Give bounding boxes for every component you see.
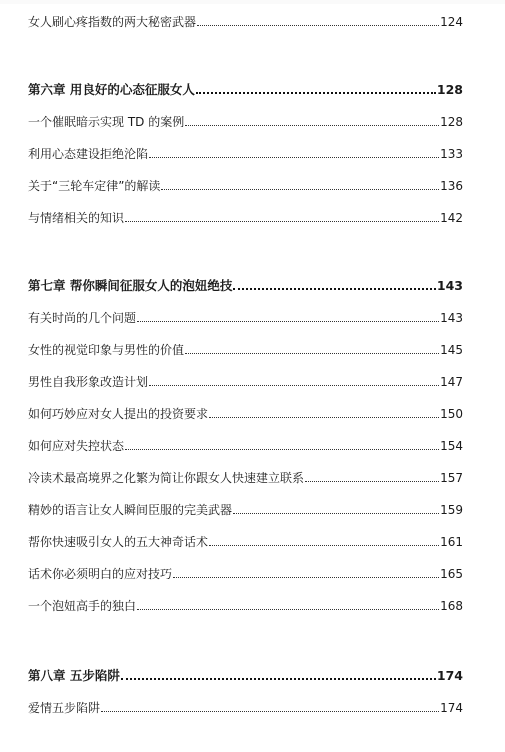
toc-entry-page: 143 xyxy=(440,311,463,325)
toc-entry-title: 关于“三轮车定律”的解读 xyxy=(28,179,161,193)
dot-leader xyxy=(149,157,439,158)
toc-entry-title: 话术你必须明白的应对技巧 xyxy=(28,567,173,581)
toc-entry-page: 150 xyxy=(440,407,463,421)
toc-entry[interactable] xyxy=(28,142,463,162)
toc-chapter[interactable] xyxy=(28,664,463,684)
toc-entry-page: 154 xyxy=(440,439,463,453)
toc-chapter-title: 第七章 帮你瞬间征服女人的泡妞绝技 xyxy=(28,278,233,293)
toc-chapter-page: 174 xyxy=(436,668,463,683)
toc-entry-page: 159 xyxy=(440,503,463,517)
dot-leader xyxy=(185,353,439,354)
dot-leader xyxy=(209,545,439,546)
dot-leader xyxy=(305,481,439,482)
toc-entry-page: 124 xyxy=(440,15,463,29)
dot-leader xyxy=(185,125,439,126)
toc-entry-page: 168 xyxy=(440,599,463,613)
toc-entry-title: 一个催眠暗示实现 TD 的案例 xyxy=(28,115,185,129)
toc-entry[interactable] xyxy=(28,594,463,614)
dot-leader xyxy=(101,711,439,712)
toc-entry-page: 133 xyxy=(440,147,463,161)
toc-entry-title: 精妙的语言让女人瞬间臣服的完美武器 xyxy=(28,503,233,517)
toc-entry-page: 161 xyxy=(440,535,463,549)
toc-entry[interactable] xyxy=(28,206,463,226)
toc-entry[interactable] xyxy=(28,434,463,454)
toc-entry-page: 165 xyxy=(440,567,463,581)
dot-leader xyxy=(161,189,439,190)
dot-leader xyxy=(197,25,439,26)
toc-entry-page: 147 xyxy=(440,375,463,389)
toc-entry[interactable] xyxy=(28,306,463,326)
toc-entry-page: 157 xyxy=(440,471,463,485)
dot-leader xyxy=(233,288,436,290)
toc-entry[interactable] xyxy=(28,562,463,582)
toc-entry[interactable] xyxy=(28,498,463,518)
toc-entry[interactable] xyxy=(28,530,463,550)
toc-entry-title: 一个泡妞高手的独白 xyxy=(28,599,137,613)
toc-entry-title: 利用心态建设拒绝沦陷 xyxy=(28,147,149,161)
dot-leader xyxy=(125,221,439,222)
toc-entry-page: 128 xyxy=(440,115,463,129)
table-of-contents xyxy=(28,0,463,752)
dot-leader xyxy=(196,92,436,94)
dot-leader xyxy=(149,385,439,386)
toc-entry-title: 男性自我形象改造计划 xyxy=(28,375,149,389)
toc-entry[interactable] xyxy=(28,466,463,486)
toc-chapter-page: 143 xyxy=(436,278,463,293)
toc-entry[interactable] xyxy=(28,696,463,716)
toc-chapter-page: 128 xyxy=(436,82,463,97)
toc-entry[interactable] xyxy=(28,370,463,390)
toc-entry[interactable] xyxy=(28,338,463,358)
toc-entry-title: 如何巧妙应对女人提出的投资要求 xyxy=(28,407,209,421)
toc-entry-page: 174 xyxy=(440,701,463,715)
dot-leader xyxy=(173,577,439,578)
toc-entry-page: 145 xyxy=(440,343,463,357)
toc-entry[interactable] xyxy=(28,110,463,130)
dot-leader xyxy=(137,609,439,610)
toc-chapter[interactable] xyxy=(28,274,463,294)
toc-entry-title: 冷读术最高境界之化繁为简让你跟女人快速建立联系 xyxy=(28,471,305,485)
toc-entry[interactable] xyxy=(28,174,463,194)
dot-leader xyxy=(137,321,439,322)
toc-entry[interactable] xyxy=(28,10,463,30)
toc-entry-title: 与情绪相关的知识 xyxy=(28,211,125,225)
dot-leader xyxy=(233,513,439,514)
dot-leader xyxy=(209,417,439,418)
dot-leader xyxy=(125,449,439,450)
toc-chapter-title: 第六章 用良好的心态征服女人 xyxy=(28,82,195,97)
toc-entry-title: 女人刷心疼指数的两大秘密武器 xyxy=(28,15,197,29)
toc-chapter[interactable] xyxy=(28,78,463,98)
toc-entry-page: 142 xyxy=(440,211,463,225)
toc-entry-page: 136 xyxy=(440,179,463,193)
dot-leader xyxy=(121,678,436,680)
toc-entry-title: 帮你快速吸引女人的五大神奇话术 xyxy=(28,535,209,549)
toc-entry-title: 爱情五步陷阱 xyxy=(28,701,101,715)
toc-entry-title: 女性的视觉印象与男性的价值 xyxy=(28,343,185,357)
toc-entry-title: 有关时尚的几个问题 xyxy=(28,311,137,325)
toc-entry[interactable] xyxy=(28,402,463,422)
toc-entry-title: 如何应对失控状态 xyxy=(28,439,125,453)
toc-chapter-title: 第八章 五步陷阱 xyxy=(28,668,120,683)
